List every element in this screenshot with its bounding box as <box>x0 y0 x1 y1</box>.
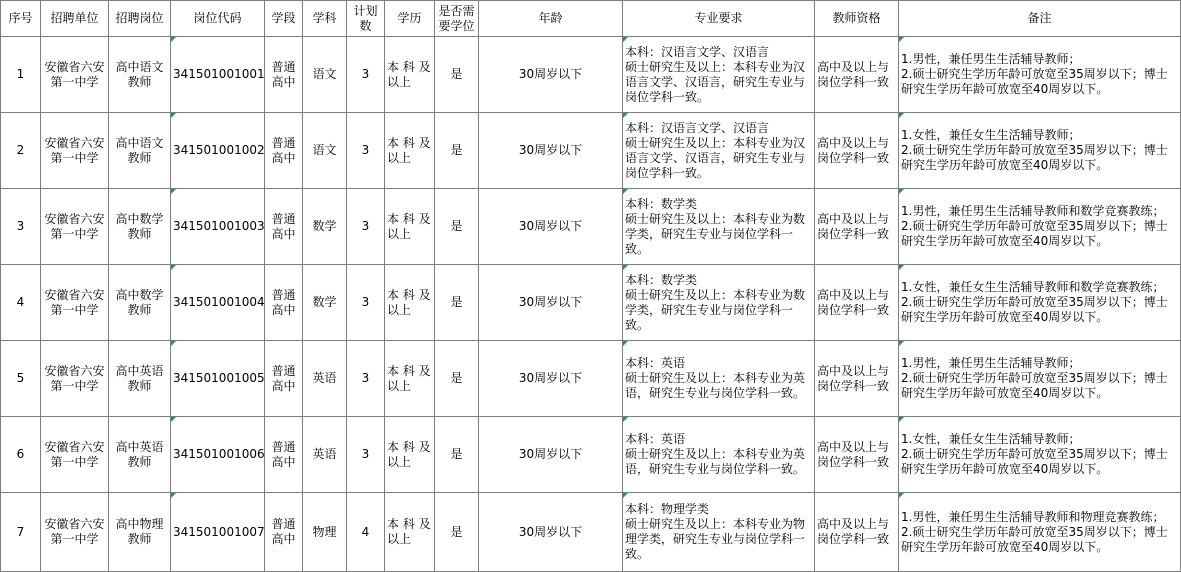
school-stage-cell: 普通 高中 <box>265 341 303 417</box>
recruiting-post-cell: 高中语文 教师 <box>109 37 171 113</box>
education-requirement-cell: 本 科 及 以上 <box>385 265 435 341</box>
teacher-qualification-cell: 高中及以上与 岗位学科一致 <box>815 493 899 572</box>
remarks-cell: 1.男性，兼任男生生活辅导教师； 2.硕士研究生学历年龄可放宽至35周岁以下；博士研究生学历年龄可放宽至40周岁以下。 <box>899 341 1181 417</box>
cell-indicator-icon <box>171 265 176 270</box>
cell-indicator-icon <box>899 493 904 498</box>
cell-indicator-icon <box>171 341 176 346</box>
major-requirement-cell: 本科：英语 硕士研究生及以上：本科专业为英语，研究生专业与岗位学科一致。 <box>623 341 815 417</box>
education-requirement-cell: 本 科 及 以上 <box>385 113 435 189</box>
age-requirement-cell: 30周岁以下 <box>479 417 623 493</box>
major-requirement-cell: 本科：数学类 硕士研究生及以上：本科专业为数学类，研究生专业与岗位学科一致。 <box>623 189 815 265</box>
education-requirement-cell: 本 科 及 以上 <box>385 417 435 493</box>
header-cell: 学科 <box>303 1 347 37</box>
cell-indicator-icon <box>899 189 904 194</box>
cell-indicator-icon <box>899 37 904 42</box>
row-number-cell: 7 <box>1 493 41 572</box>
table-row <box>1 37 1181 113</box>
degree-required-cell: 是 <box>435 417 479 493</box>
education-requirement-cell: 本 科 及 以上 <box>385 341 435 417</box>
cell-indicator-icon <box>623 265 628 270</box>
header-cell: 教师资格 <box>815 1 899 37</box>
table-row <box>1 341 1181 417</box>
cell-indicator-icon <box>899 417 904 422</box>
planned-count-cell: 3 <box>347 341 385 417</box>
row-number-cell: 5 <box>1 341 41 417</box>
planned-count-cell: 4 <box>347 493 385 572</box>
table-row <box>1 493 1181 572</box>
cell-indicator-icon <box>623 113 628 118</box>
subject-cell: 英语 <box>303 341 347 417</box>
recruiting-post-cell: 高中英语 教师 <box>109 341 171 417</box>
age-requirement-cell: 30周岁以下 <box>479 113 623 189</box>
row-number-cell: 4 <box>1 265 41 341</box>
planned-count-cell: 3 <box>347 265 385 341</box>
major-requirement-cell: 本科：汉语言文学、汉语言 硕士研究生及以上：本科专业为汉语言文学、汉语言，研究生专业与岗位学科一致。 <box>623 37 815 113</box>
cell-indicator-icon <box>171 189 176 194</box>
major-requirement-cell: 本科：汉语言文学、汉语言 硕士研究生及以上：本科专业为汉语言文学、汉语言，研究生专业与岗位学科一致。 <box>623 113 815 189</box>
cell-indicator-icon <box>623 37 628 42</box>
recruiting-unit-cell: 安徽省六安 第一中学 <box>41 37 109 113</box>
header-cell: 年龄 <box>479 1 623 37</box>
education-requirement-cell: 本 科 及 以上 <box>385 189 435 265</box>
table-body <box>1 37 1181 572</box>
degree-required-cell: 是 <box>435 265 479 341</box>
recruiting-post-cell: 高中数学 教师 <box>109 189 171 265</box>
planned-count-cell: 3 <box>347 37 385 113</box>
recruiting-unit-cell: 安徽省六安 第一中学 <box>41 265 109 341</box>
post-code-cell: 341501001003 <box>171 189 265 265</box>
school-stage-cell: 普通 高中 <box>265 265 303 341</box>
header-cell: 招聘岗位 <box>109 1 171 37</box>
school-stage-cell: 普通 高中 <box>265 37 303 113</box>
post-code-cell: 341501001006 <box>171 417 265 493</box>
header-cell: 学段 <box>265 1 303 37</box>
row-number-cell: 3 <box>1 189 41 265</box>
cell-indicator-icon <box>623 341 628 346</box>
post-code-cell: 341501001001 <box>171 37 265 113</box>
school-stage-cell: 普通 高中 <box>265 493 303 572</box>
header-cell: 学历 <box>385 1 435 37</box>
recruiting-post-cell: 高中语文 教师 <box>109 113 171 189</box>
teacher-qualification-cell: 高中及以上与 岗位学科一致 <box>815 417 899 493</box>
age-requirement-cell: 30周岁以下 <box>479 265 623 341</box>
cell-indicator-icon <box>623 189 628 194</box>
cell-indicator-icon <box>899 265 904 270</box>
table-row <box>1 417 1181 493</box>
post-code-cell: 341501001002 <box>171 113 265 189</box>
major-requirement-cell: 本科：物理学类 硕士研究生及以上：本科专业为物理学类，研究生专业与岗位学科一致。 <box>623 493 815 572</box>
school-stage-cell: 普通 高中 <box>265 113 303 189</box>
header-cell: 岗位代码 <box>171 1 265 37</box>
post-code-cell: 341501001007 <box>171 493 265 572</box>
recruiting-unit-cell: 安徽省六安 第一中学 <box>41 493 109 572</box>
major-requirement-cell: 本科：数学类 硕士研究生及以上：本科专业为数学类，研究生专业与岗位学科一致。 <box>623 265 815 341</box>
header-cell: 招聘单位 <box>41 1 109 37</box>
degree-required-cell: 是 <box>435 37 479 113</box>
recruiting-post-cell: 高中英语 教师 <box>109 417 171 493</box>
subject-cell: 语文 <box>303 113 347 189</box>
cell-indicator-icon <box>899 341 904 346</box>
subject-cell: 物理 <box>303 493 347 572</box>
education-requirement-cell: 本 科 及 以上 <box>385 37 435 113</box>
header-row <box>1 1 1181 37</box>
row-number-cell: 1 <box>1 37 41 113</box>
table-row <box>1 265 1181 341</box>
cell-indicator-icon <box>623 493 628 498</box>
table-row <box>1 113 1181 189</box>
header-cell: 计划 数 <box>347 1 385 37</box>
degree-required-cell: 是 <box>435 341 479 417</box>
cell-indicator-icon <box>623 417 628 422</box>
degree-required-cell: 是 <box>435 189 479 265</box>
teacher-qualification-cell: 高中及以上与 岗位学科一致 <box>815 341 899 417</box>
degree-required-cell: 是 <box>435 113 479 189</box>
remarks-cell: 1.男性，兼任男生生活辅导教师和数学竞赛教练； 2.硕士研究生学历年龄可放宽至35周岁以下；博士研究生学历年龄可放宽至40周岁以下。 <box>899 189 1181 265</box>
row-number-cell: 2 <box>1 113 41 189</box>
remarks-cell: 1.女性，兼任女生生活辅导教师和数学竞赛教练； 2.硕士研究生学历年龄可放宽至35周岁以下；博士研究生学历年龄可放宽至40周岁以下。 <box>899 265 1181 341</box>
recruiting-unit-cell: 安徽省六安 第一中学 <box>41 113 109 189</box>
remarks-cell: 1.女性，兼任女生生活辅导教师； 2.硕士研究生学历年龄可放宽至35周岁以下；博士研究生学历年龄可放宽至40周岁以下。 <box>899 113 1181 189</box>
planned-count-cell: 3 <box>347 417 385 493</box>
recruiting-post-cell: 高中数学 教师 <box>109 265 171 341</box>
age-requirement-cell: 30周岁以下 <box>479 341 623 417</box>
degree-required-cell: 是 <box>435 493 479 572</box>
major-requirement-cell: 本科：英语 硕士研究生及以上：本科专业为英语，研究生专业与岗位学科一致。 <box>623 417 815 493</box>
header-cell: 序号 <box>1 1 41 37</box>
teacher-qualification-cell: 高中及以上与 岗位学科一致 <box>815 189 899 265</box>
age-requirement-cell: 30周岁以下 <box>479 493 623 572</box>
cell-indicator-icon <box>171 417 176 422</box>
subject-cell: 数学 <box>303 265 347 341</box>
school-stage-cell: 普通 高中 <box>265 417 303 493</box>
subject-cell: 数学 <box>303 189 347 265</box>
row-number-cell: 6 <box>1 417 41 493</box>
education-requirement-cell: 本 科 及 以上 <box>385 493 435 572</box>
post-code-cell: 341501001005 <box>171 341 265 417</box>
post-code-cell: 341501001004 <box>171 265 265 341</box>
table-row <box>1 189 1181 265</box>
planned-count-cell: 3 <box>347 189 385 265</box>
cell-indicator-icon <box>899 113 904 118</box>
remarks-cell: 1.女性，兼任女生生活辅导教师； 2.硕士研究生学历年龄可放宽至35周岁以下；博士研究生学历年龄可放宽至40周岁以下。 <box>899 417 1181 493</box>
teacher-qualification-cell: 高中及以上与 岗位学科一致 <box>815 113 899 189</box>
recruiting-unit-cell: 安徽省六安 第一中学 <box>41 417 109 493</box>
planned-count-cell: 3 <box>347 113 385 189</box>
recruiting-post-cell: 高中物理 教师 <box>109 493 171 572</box>
remarks-cell: 1.男性，兼任男生生活辅导教师； 2.硕士研究生学历年龄可放宽至35周岁以下；博士研究生学历年龄可放宽至40周岁以下。 <box>899 37 1181 113</box>
subject-cell: 英语 <box>303 417 347 493</box>
remarks-cell: 1.男性，兼任男生生活辅导教师和物理竞赛教练； 2.硕士研究生学历年龄可放宽至35周岁以下；博士研究生学历年龄可放宽至40周岁以下。 <box>899 493 1181 572</box>
age-requirement-cell: 30周岁以下 <box>479 37 623 113</box>
header-cell: 备注 <box>899 1 1181 37</box>
teacher-qualification-cell: 高中及以上与 岗位学科一致 <box>815 37 899 113</box>
age-requirement-cell: 30周岁以下 <box>479 189 623 265</box>
recruiting-unit-cell: 安徽省六安 第一中学 <box>41 189 109 265</box>
cell-indicator-icon <box>171 37 176 42</box>
cell-indicator-icon <box>171 493 176 498</box>
header-cell: 专业要求 <box>623 1 815 37</box>
school-stage-cell: 普通 高中 <box>265 189 303 265</box>
teacher-qualification-cell: 高中及以上与 岗位学科一致 <box>815 265 899 341</box>
subject-cell: 语文 <box>303 37 347 113</box>
recruiting-unit-cell: 安徽省六安 第一中学 <box>41 341 109 417</box>
cell-indicator-icon <box>171 113 176 118</box>
header-cell: 是否需 要学位 <box>435 1 479 37</box>
